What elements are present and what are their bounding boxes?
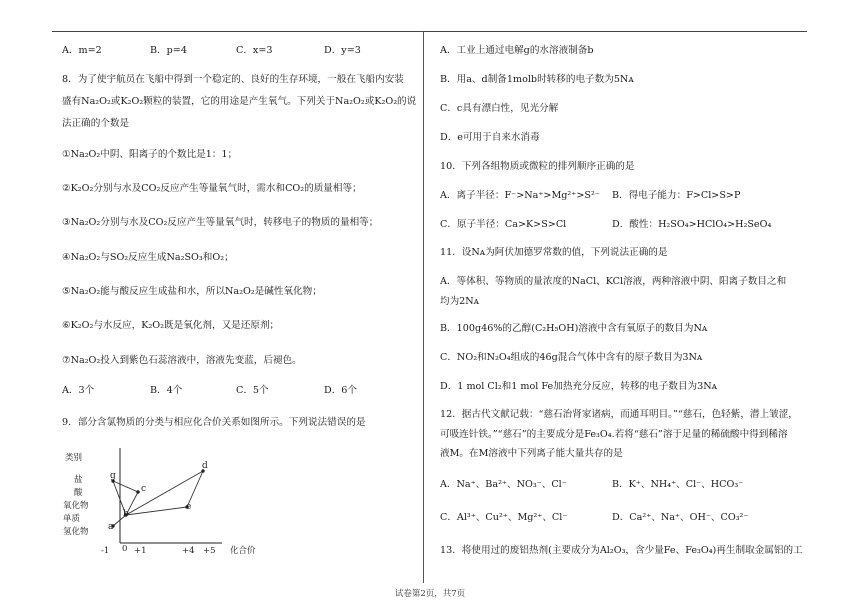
q8-item-6: ⑥K₂O₂与水反应，K₂O₂既是氧化剂，又是还原剂； — [62, 320, 280, 331]
q10-option-c: C．原子半径：Ca>K>S>Cl — [440, 219, 567, 230]
fig-label-g: g — [110, 471, 116, 481]
q7-option-c: C．x=3 — [236, 45, 273, 56]
q10-options-row2 — [440, 218, 771, 232]
q11-option-a-line2: 均为2Nᴀ — [440, 296, 480, 307]
q8-item-3: ③Na₂O₂分别与水及CO₂反应产生等量氧气时，转移电子的物质的量相等； — [62, 217, 379, 228]
fig-x-tick-p5: +5 — [203, 546, 216, 556]
q8-item-1: ①Na₂O₂中阴、阳离子的个数比是1：1； — [62, 149, 238, 160]
q9-option-b: B．用a、d制备1molb时转移的电子数为5Nᴀ — [440, 74, 634, 85]
fig-y-label-acid: 酸 — [74, 488, 83, 498]
fig-x-tick-m1: -1 — [101, 546, 110, 556]
q11-stem: 11．设Nᴀ为阿伏加德罗常数的值，下列说法正确的是 — [440, 247, 668, 258]
q12-option-d: D．Ca²⁺、Na⁺、OH⁻、CO₃²⁻ — [612, 512, 749, 523]
fig-label-a: a — [108, 522, 114, 532]
q8-option-a: A．3个 — [62, 385, 95, 396]
q12-option-b: B．K⁺、NH₄⁺、Cl⁻、HCO₃⁻ — [612, 479, 744, 490]
q9-stem: 9．部分含氯物质的分类与相应化合价关系如图所示。下列说法错误的是 — [62, 417, 366, 428]
q8-stem-line3: 法正确的个数是 — [62, 118, 130, 129]
q11-option-c: C．NO₂和N₂O₄组成的46g混合气体中含有的原子数目为3Nᴀ — [440, 352, 703, 363]
q12-options-row2 — [440, 511, 748, 525]
q8-option-d: D．6个 — [324, 385, 357, 396]
top-rule — [52, 31, 807, 32]
fig-y-label-hydride: 氢化物 — [63, 527, 89, 537]
q7-options — [62, 44, 361, 58]
q7-option-b: B．p=4 — [150, 45, 187, 56]
q9-option-a: A．工业上通过电解g的水溶液制备b — [440, 45, 594, 56]
fig-label-b: b — [123, 509, 129, 519]
fig-x-title: 化合价 — [230, 546, 256, 556]
q12-option-a: A．Na⁺、Ba²⁺、NO₃⁻、Cl⁻ — [440, 479, 567, 490]
q8-option-c: C．5个 — [236, 385, 269, 396]
q12-stem-line2: 可吸连针铁。”“慈石”的主要成分是Fe₃O₄.若将“慈石”溶于足量的稀硫酸中得到稀溶 — [440, 429, 788, 440]
fig-x-tick-p1: +1 — [134, 546, 147, 556]
q8-stem-line2: 盛有Na₂O₂或K₂O₂颗粒的装置，它的用途是产生氧气。下列关于Na₂O₂或K₂O₂的说 — [62, 96, 417, 107]
fig-y-label-salt: 盐 — [74, 475, 83, 485]
q8-item-7: ⑦Na₂O₂投入到紫色石蕊溶液中，溶液先变蓝，后褪色。 — [62, 355, 302, 366]
fig-x-tick-p4: +4 — [182, 546, 195, 556]
q10-option-b: B．得电子能力：F>Cl>S>P — [612, 190, 741, 201]
q8-option-b: B．4个 — [150, 385, 183, 396]
q7-option-d: D．y=3 — [324, 45, 361, 56]
q12-options-row1 — [440, 478, 743, 492]
fig-label-c: c — [141, 484, 147, 494]
fig-y-label-element: 单质 — [63, 514, 81, 524]
q12-stem-line3: 液M。在M溶液中下列离子能大量共存的是 — [440, 448, 623, 459]
q8-item-5: ⑤Na₂O₂能与酸反应生成盐和水，所以Na₂O₂是碱性氧化物； — [62, 286, 322, 297]
q12-option-c: C．Al³⁺、Cu²⁺、Mg²⁺、Cl⁻ — [440, 512, 568, 523]
fig-y-title: 类别 — [65, 453, 83, 463]
column-divider — [423, 31, 424, 583]
q8-stem-line1: 8．为了使宇航员在飞船中得到一个稳定的、良好的生存环境，一般在飞船内安装 — [62, 74, 404, 85]
q10-option-a: A．离子半径：F⁻>Na⁺>Mg²⁺>S²⁻ — [440, 190, 600, 201]
q9-figure — [60, 440, 290, 558]
q8-item-4: ④Na₂O₂与SO₂反应生成Na₂SO₃和O₂； — [62, 252, 234, 263]
q12-stem-line1: 12．据古代文献记载：“慈石治肾家诸病，而通耳明目。”“慈石，色轻紫，潜上皱涩， — [440, 409, 798, 420]
fig-label-d: d — [202, 461, 208, 471]
page-footer: 试卷第2页，共7页 — [394, 589, 466, 599]
q9-option-d: D．e可用于自来水消毒 — [440, 132, 540, 143]
q11-option-d: D．1 mol Cl₂和1 mol Fe加热充分反应，转移的电子数目为3Nᴀ — [440, 381, 718, 392]
fig-point-c — [136, 490, 139, 493]
q11-option-b: B．100g46%的乙醇(C₂H₅OH)溶液中含有氧原子的数目为Nᴀ — [440, 323, 708, 334]
fig-label-e: e — [186, 502, 192, 512]
fig-x-tick-0: 0 — [122, 544, 128, 554]
q13-stem: 13．将使用过的废铝热剂(主要成分为Al₂O₃，含少量Fe、Fe₃O₄)再生制取金属铝的工 — [440, 545, 803, 556]
q7-option-a: A．m=2 — [62, 45, 102, 56]
q10-stem: 10．下列各组物质或微粒的排列顺序正确的是 — [440, 161, 635, 172]
q10-option-d: D．酸性：H₂SO₄>HClO₄>H₂SeO₄ — [612, 219, 772, 230]
q10-options-row1 — [440, 189, 740, 203]
q8-options — [62, 384, 357, 398]
q9-option-c: C．c具有漂白性，见光分解 — [440, 103, 559, 114]
q11-option-a-line1: A．等体积、等物质的量浓度的NaCl、KCl溶液，两种溶液中阴、阳离子数目之和 — [440, 276, 787, 287]
fig-y-label-oxide: 氧化物 — [63, 501, 89, 511]
q8-item-2: ②K₂O₂分别与水及CO₂反应产生等量氧气时，需水和CO₂的质量相等； — [62, 183, 362, 194]
